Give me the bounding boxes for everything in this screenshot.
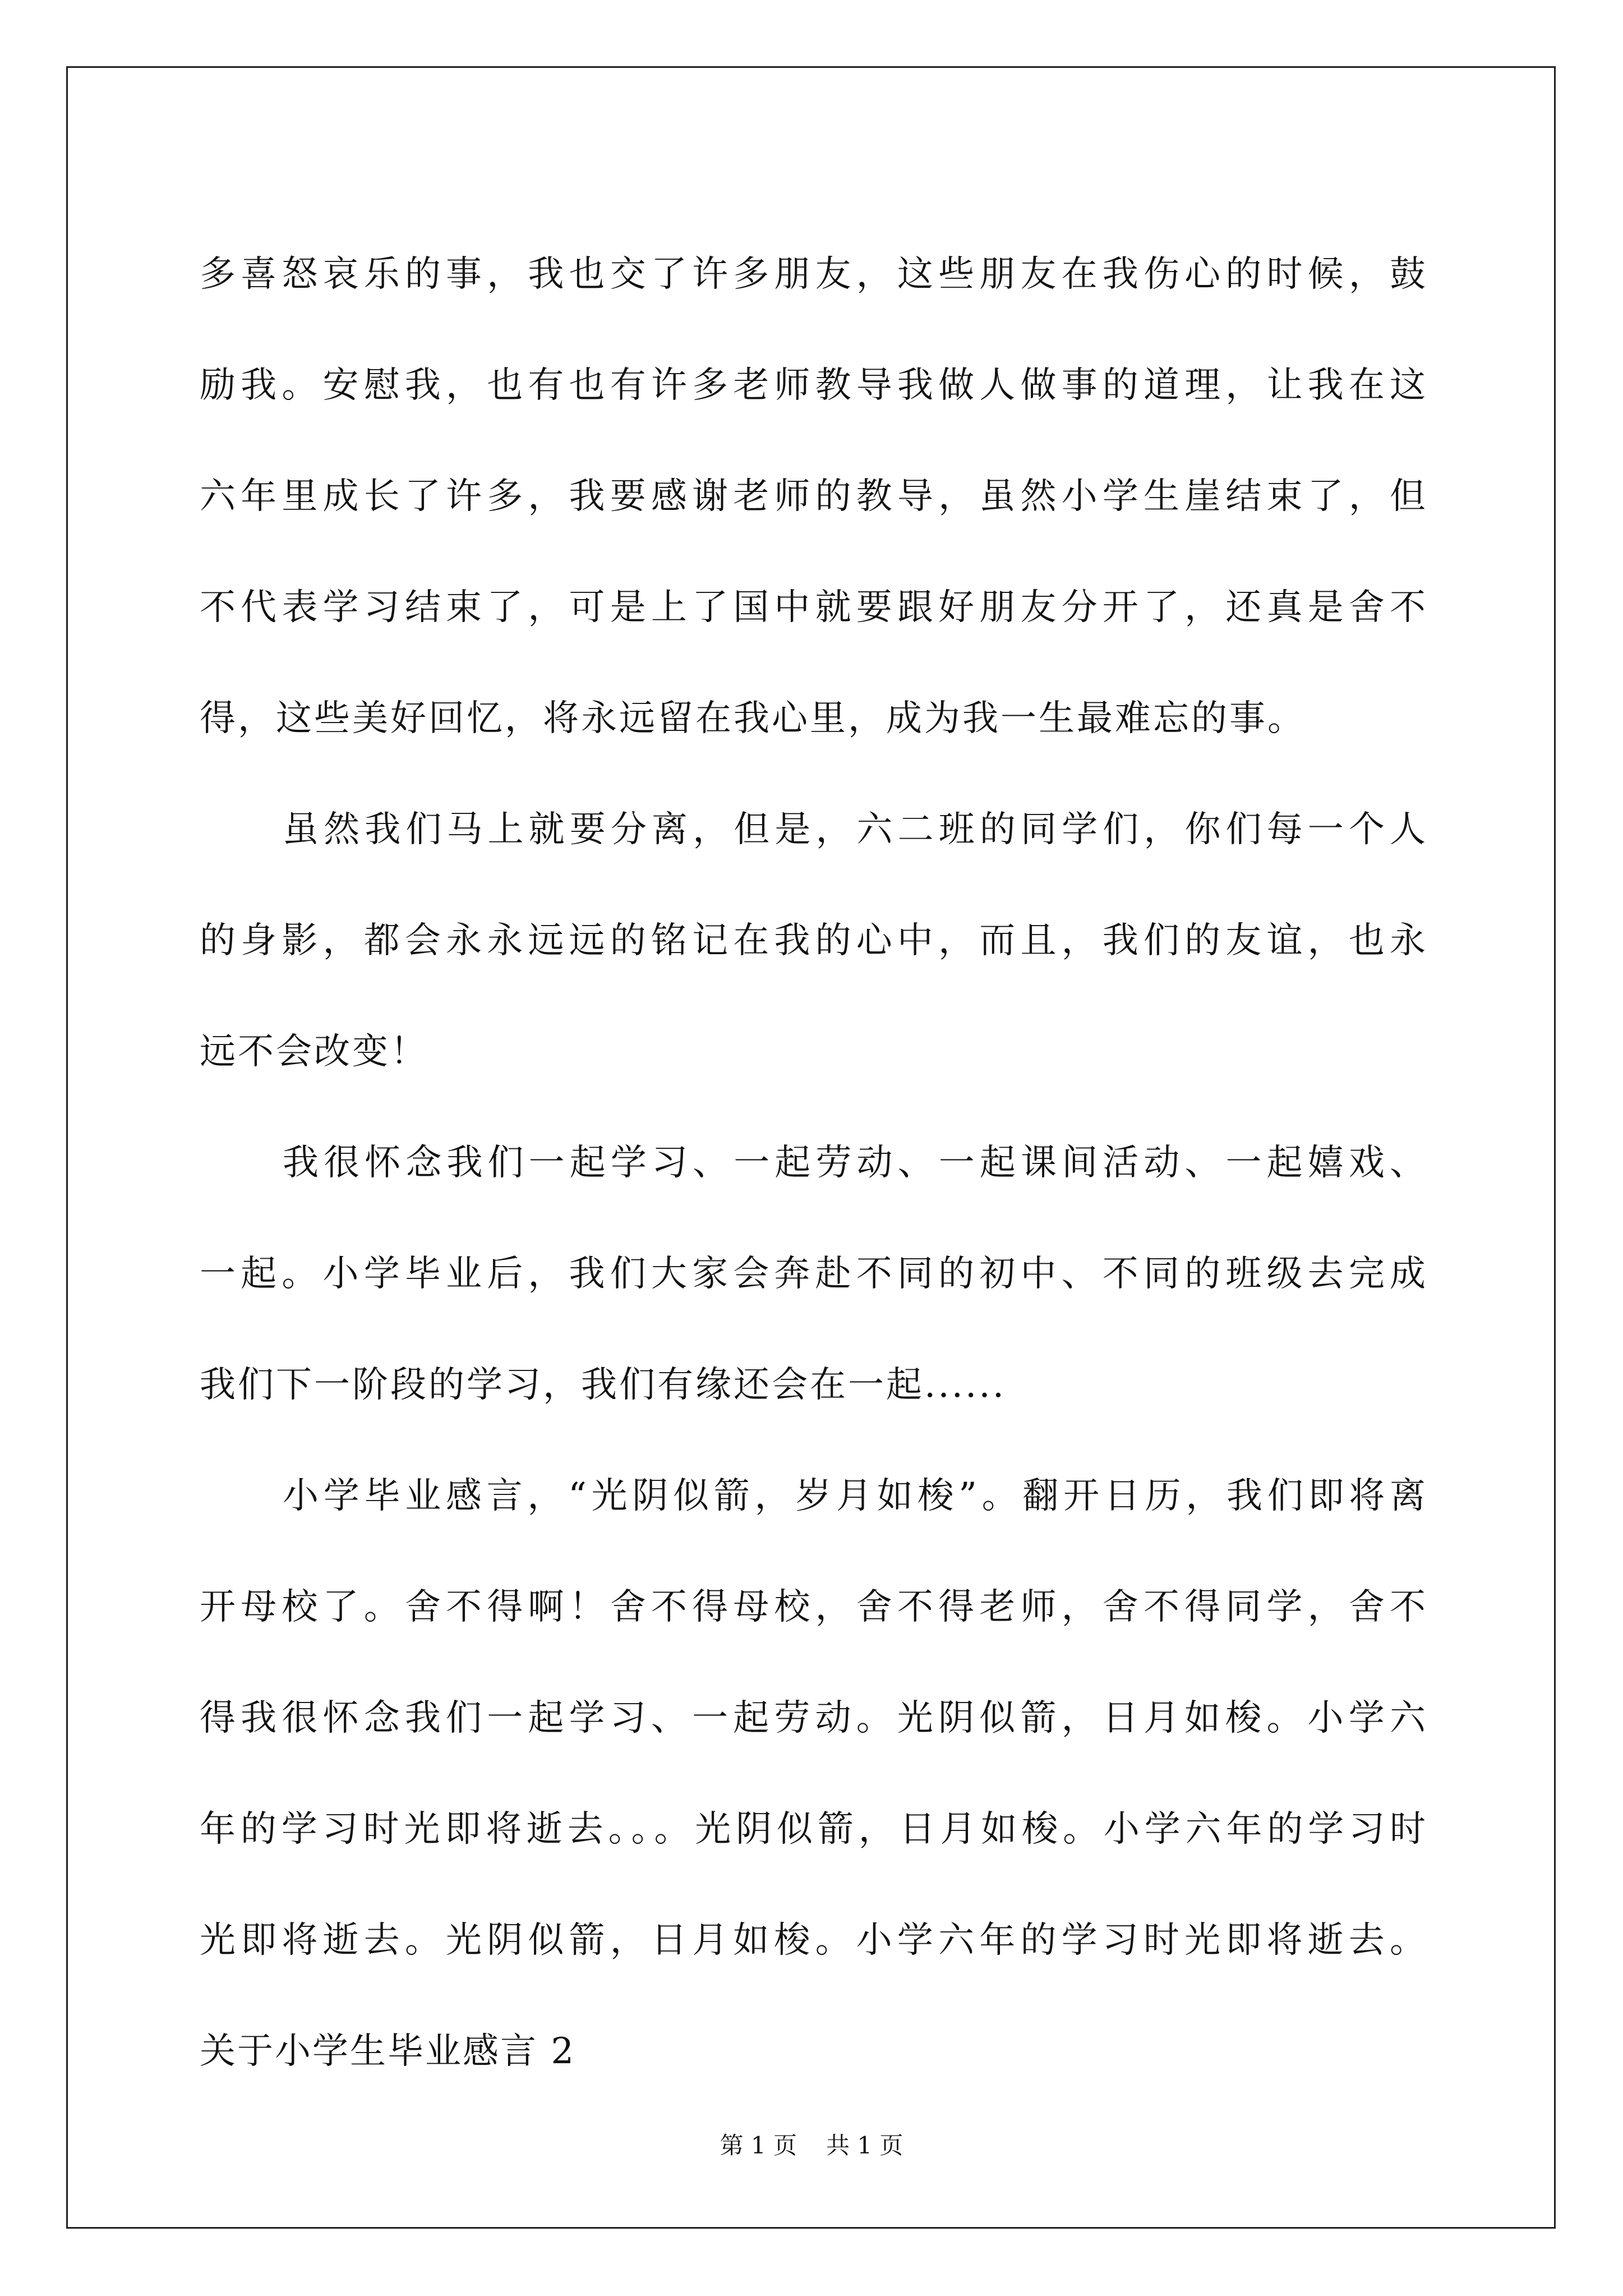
page-number: 第 1 页 — [720, 2132, 797, 2159]
section-heading: 关于小学生毕业感言 2 — [200, 2031, 576, 2072]
paragraph-start-line: 虽然我们马上就要分离，但是，六二班的同学们，你们每一个人 — [283, 809, 1428, 850]
text-line: 六年里成长了许多，我要感谢老师的教导，虽然小学生崖结束了，但 — [200, 476, 1428, 517]
text-line: 的身影，都会永永远远的铭记在我的心中，而且，我们的友谊，也永 — [200, 920, 1428, 961]
text-line: 远不会改变！ — [200, 1031, 428, 1073]
text-line: 光即将逝去。光阴似箭，日月如梭。小学六年的学习时光即将逝去。 — [200, 1920, 1428, 1961]
text-line: 得，这些美好回忆，将永远留在我心里，成为我一生最难忘的事。 — [200, 698, 1306, 739]
text-line: 多喜怒哀乐的事，我也交了许多朋友，这些朋友在我伤心的时候，鼓 — [200, 254, 1428, 295]
text-line: 一起。小学毕业后，我们大家会奔赴不同的初中、不同的班级去完成 — [200, 1253, 1428, 1295]
paragraph-start-line: 我很怀念我们一起学习、一起劳动、一起课间活动、一起嬉戏、 — [283, 1142, 1428, 1184]
text-line: 励我。安慰我，也有也有许多老师教导我做人做事的道理，让我在这 — [200, 365, 1428, 406]
text-line: 我们下一阶段的学习，我们有缘还会在一起...... — [200, 1364, 1007, 1406]
document-body — [200, 219, 1428, 2107]
text-line: 不代表学习结束了，可是上了国中就要跟好朋友分开了，还真是舍不 — [200, 587, 1428, 628]
page-footer — [0, 2130, 1623, 2161]
text-line: 年的学习时光即将逝去。。。光阴似箭，日月如梭。小学六年的学习时 — [200, 1809, 1428, 1850]
text-line: 得我很怀念我们一起学习、一起劳动。光阴似箭，日月如梭。小学六 — [200, 1697, 1428, 1739]
paragraph-start-line: 小学毕业感言，“光阴似箭，岁月如梭”。翻开日历，我们即将离 — [283, 1475, 1428, 1517]
text-line: 开母校了。舍不得啊！舍不得母校，舍不得老师，舍不得同学，舍不 — [200, 1586, 1428, 1628]
page-count: 共 1 页 — [826, 2132, 903, 2159]
